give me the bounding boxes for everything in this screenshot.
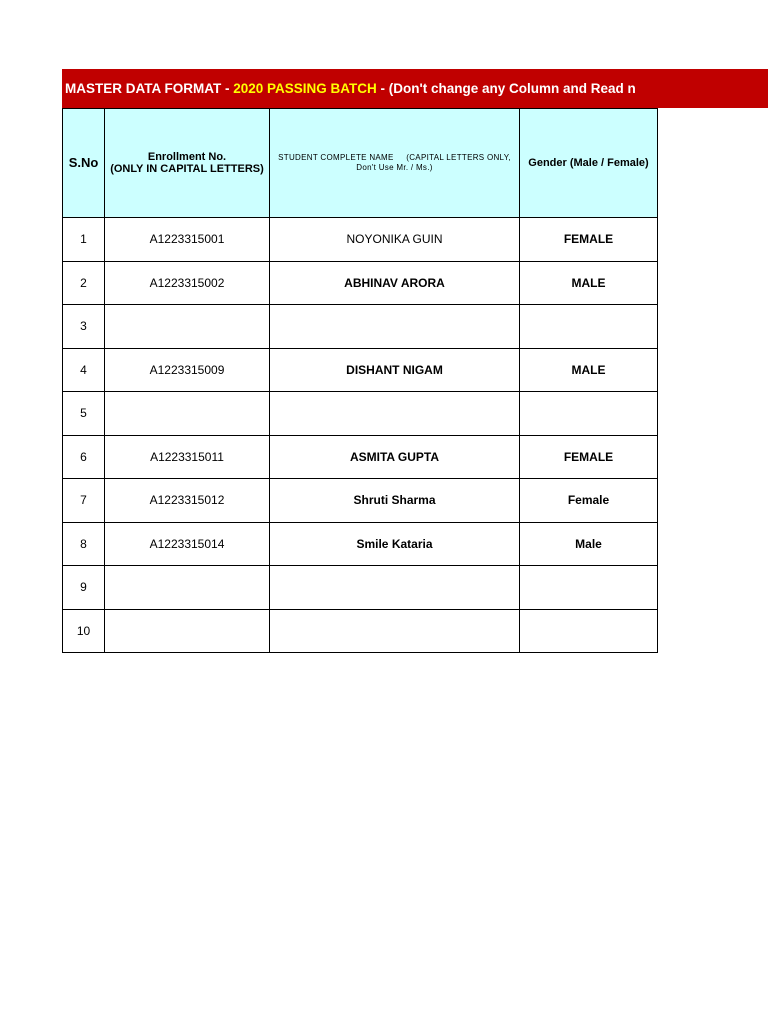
- table-row: [63, 522, 658, 566]
- cell-enrollment[interactable]: [105, 392, 270, 436]
- cell-student-name[interactable]: [270, 392, 520, 436]
- cell-enrollment[interactable]: A1223315002: [105, 261, 270, 305]
- cell-gender[interactable]: Male: [520, 522, 658, 566]
- header-sno-label: S.No: [68, 155, 99, 170]
- header-gender[interactable]: [520, 109, 658, 218]
- cell-sno[interactable]: 4: [63, 348, 105, 392]
- cell-enrollment[interactable]: A1223315014: [105, 522, 270, 566]
- cell-gender[interactable]: FEMALE: [520, 218, 658, 262]
- header-enrollment-line1: Enrollment No.: [147, 151, 227, 163]
- cell-enrollment[interactable]: A1223315011: [105, 435, 270, 479]
- table-row: [63, 479, 658, 523]
- cell-sno[interactable]: 8: [63, 522, 105, 566]
- cell-student-name[interactable]: DISHANT NIGAM: [270, 348, 520, 392]
- cell-student-name[interactable]: [270, 609, 520, 653]
- cell-sno[interactable]: 10: [63, 609, 105, 653]
- header-name-line1: STUDENT COMPLETE NAME (CAPITAL LETTERS ONLY,: [278, 153, 511, 162]
- header-name-line2: Don't Use Mr. / Ms.): [356, 163, 433, 172]
- cell-gender[interactable]: MALE: [520, 261, 658, 305]
- cell-sno[interactable]: 5: [63, 392, 105, 436]
- table-row: [63, 609, 658, 653]
- banner-suffix: - (Don't change any Column and Read n: [376, 81, 636, 96]
- table-row: [63, 566, 658, 610]
- cell-gender[interactable]: [520, 392, 658, 436]
- banner-prefix: MASTER DATA FORMAT -: [65, 81, 234, 96]
- cell-student-name[interactable]: Smile Kataria: [270, 522, 520, 566]
- student-data-table: [62, 108, 658, 653]
- table-row: [63, 348, 658, 392]
- cell-gender[interactable]: MALE: [520, 348, 658, 392]
- table-row: [63, 392, 658, 436]
- cell-enrollment[interactable]: A1223315009: [105, 348, 270, 392]
- cell-student-name[interactable]: [270, 305, 520, 349]
- header-student-name[interactable]: [270, 109, 520, 218]
- title-banner: [62, 69, 768, 108]
- cell-gender[interactable]: [520, 305, 658, 349]
- cell-sno[interactable]: 1: [63, 218, 105, 262]
- cell-student-name[interactable]: Shruti Sharma: [270, 479, 520, 523]
- cell-gender[interactable]: Female: [520, 479, 658, 523]
- cell-sno[interactable]: 7: [63, 479, 105, 523]
- table-row: [63, 218, 658, 262]
- cell-gender[interactable]: [520, 609, 658, 653]
- cell-enrollment[interactable]: [105, 305, 270, 349]
- cell-enrollment[interactable]: A1223315012: [105, 479, 270, 523]
- cell-student-name[interactable]: [270, 566, 520, 610]
- cell-student-name[interactable]: NOYONIKA GUIN: [270, 218, 520, 262]
- header-gender-label: Gender (Male / Female): [528, 157, 649, 169]
- cell-gender[interactable]: FEMALE: [520, 435, 658, 479]
- banner-highlight: 2020 PASSING BATCH: [233, 81, 377, 96]
- cell-sno[interactable]: 2: [63, 261, 105, 305]
- cell-enrollment[interactable]: A1223315001: [105, 218, 270, 262]
- table-row: [63, 261, 658, 305]
- cell-enrollment[interactable]: [105, 566, 270, 610]
- table-row: [63, 435, 658, 479]
- cell-enrollment[interactable]: [105, 609, 270, 653]
- cell-sno[interactable]: 6: [63, 435, 105, 479]
- cell-student-name[interactable]: ASMITA GUPTA: [270, 435, 520, 479]
- cell-student-name[interactable]: ABHINAV ARORA: [270, 261, 520, 305]
- header-row: [63, 109, 658, 218]
- cell-gender[interactable]: [520, 566, 658, 610]
- header-enrollment[interactable]: [105, 109, 270, 218]
- cell-sno[interactable]: 3: [63, 305, 105, 349]
- cell-sno[interactable]: 9: [63, 566, 105, 610]
- table-row: [63, 305, 658, 349]
- header-enrollment-line2: (ONLY IN CAPITAL LETTERS): [110, 163, 264, 175]
- header-sno[interactable]: [63, 109, 105, 218]
